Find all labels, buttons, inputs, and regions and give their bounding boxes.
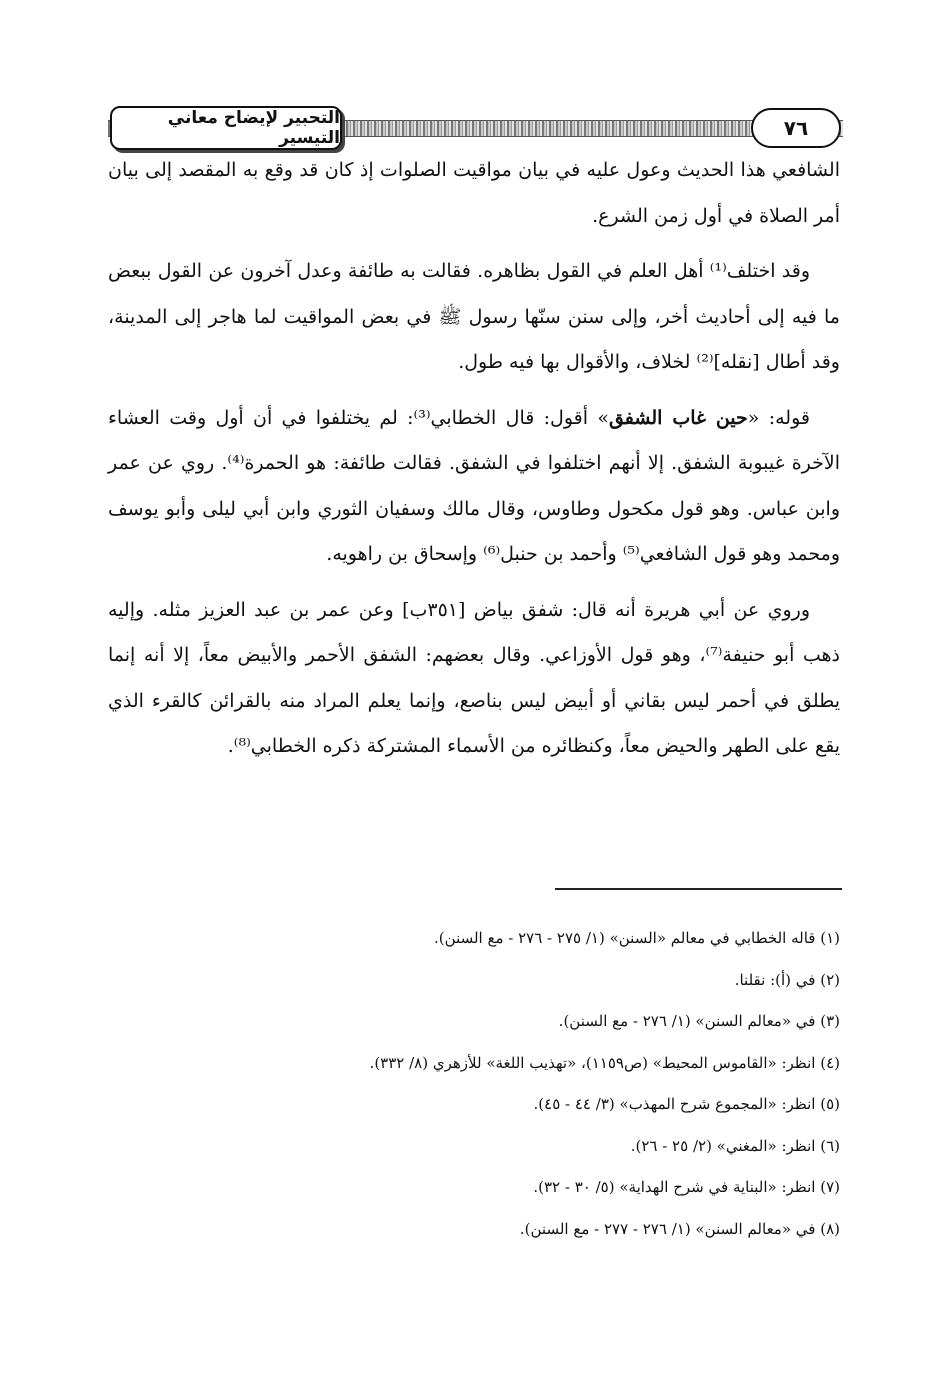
footnote-separator [555,888,842,890]
footnote-3: (٣) في «معالم السنن» (١/ ٢٧٦ - مع السنن). [558,1012,840,1030]
running-header [108,104,843,152]
footnote-2: (٢) في (أ): نقلنا. [734,970,840,989]
paragraph-4: وروي عن أبي هريرة أنه قال: شفق بياض [٣٥١ب] وعن عمر بن عبد العزيز مثله. وإليه ذهب أبو حنيفة⁽⁷⁾، وهو قول الأوزاعي. وقال بعضهم: الشفق الأحمر والأبيض معاً، إلا أنه إنما يطلق في أحمر ليس بقاني أو أبيض ليس بناصع، وإنما يعلم المراد منه بالقرائن كالقرء الذي يقع على الطهر والحيض معاً، وكنظائره من الأسماء المشتركة ذكره الخطابي⁽⁸⁾. [108,598,840,757]
paragraph-3-rest: » أقول: قال الخطابي⁽³⁾: لم يختلفوا في أن أول وقت العشاء الآخرة غيبوبة الشفق. إلا أنهم اختلفوا في الشفق. فقالت طائفة: هو الحمرة⁽⁴⁾. روي عن عمر وابن عباس. وهو قول مكحول وطاوس، وقال مالك وسفيان الثوري وابن أبي ليلى وأبو يوسف ومحمد وهو قول الشافعي⁽⁵⁾ وأحمد بن حنبل⁽⁶⁾ وإسحاق بن راهويه. [108,406,841,565]
main-text [108,148,840,780]
paragraph-2: وقد اختلف⁽¹⁾ أهل العلم في القول بظاهره. فقالت به طائفة وعدل آخرون عن القول ببعض ما فيه إلى أحاديث أخر، وإلى سنن سنّها رسول ﷺ في بعض المواقيت لما هاجر إلى المدينة، وقد أطال [نقله]⁽²⁾ لخلاف، والأقوال بها فيه طول. [108,260,840,373]
footnote-7: (٧) انظر: «البناية في شرح الهداية» (٥/ ٣٠ - ٣٢). [533,1178,840,1196]
footnote-8: (٨) في «معالم السنن» (١/ ٢٧٦ - ٢٧٧ - مع السنن). [519,1219,840,1238]
book-title: التحبير لإيضاح معاني التيسير [110,106,342,150]
paragraph-1: الشافعي هذا الحديث وعول عليه في بيان مواقيت الصلوات إذ كان قد وقع به المقصد إلى بيان أمر الصلاة في أول زمن الشرع. [108,159,840,227]
paragraph-3 [108,396,840,578]
paragraph-3-lead: قوله: « [747,406,810,429]
footnote-1: (١) قاله الخطابي في معالم «السنن» (١/ ٢٧٥ - ٢٧٦ - مع السنن). [434,929,840,947]
page-number: ٧٦ [751,108,841,148]
hadith-quote: حين غاب الشفق [608,406,748,429]
footnote-6: (٦) انظر: «المغني» (٢/ ٢٥ - ٢٦). [630,1136,840,1155]
footnotes [108,918,840,1250]
footnote-4: (٤) انظر: «القاموس المحيط» (ص١١٥٩)، «تهذيب اللغة» للأزهري (٨/ ٣٣٢). [369,1053,840,1072]
footnote-5: (٥) انظر: «المجموع شرح المهذب» (٣/ ٤٤ - ٤٥). [533,1095,840,1113]
